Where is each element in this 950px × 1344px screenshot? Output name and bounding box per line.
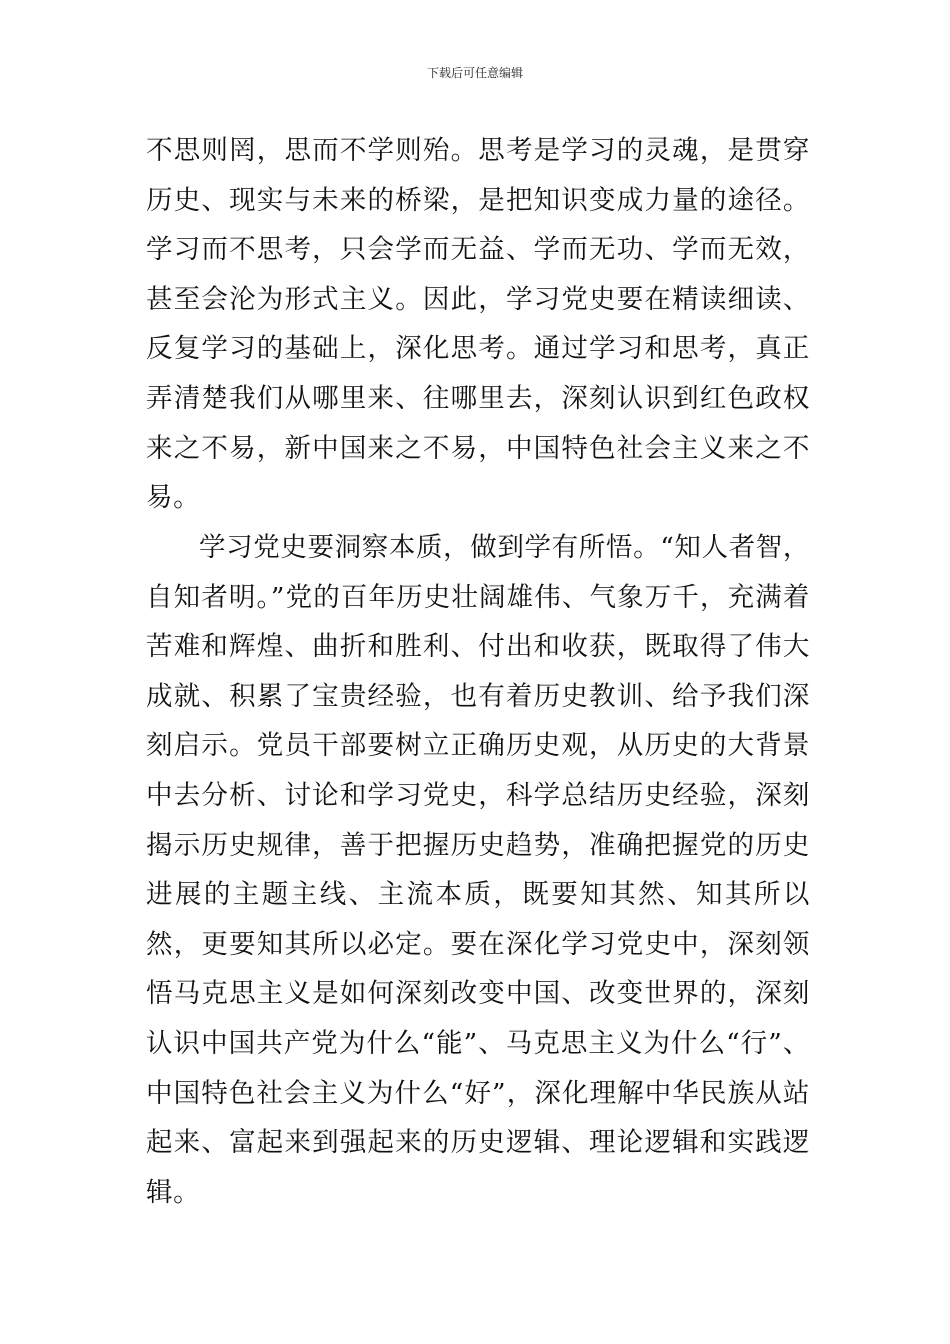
paragraph-1: 不思则罔，思而不学则殆。思考是学习的灵魂，是贯穿历史、现实与未来的桥梁，是把知识变成力量的途径。学习而不思考，只会学而无益、学而无功、学而无效，甚至会沦为形式主义。因此，学习党史要在精读细读、反复学习的基础上，深化思考。通过学习和思考，真正弄清楚我们从哪里来、往哪里去，深刻认识到红色政权来之不易，新中国来之不易，中国特色社会主义来之不易。 bbox=[146, 135, 810, 514]
paragraph-2: 学习党史要洞察本质，做到学有所悟。“知人者智，自知者明。”党的百年历史壮阔雄伟、气象万千，充满着苦难和辉煌、曲折和胜利、付出和收获，既取得了伟大成就、积累了宝贵经验，也有着历史教训、给予我们深刻启示。党员干部要树立正确历史观，从历史的大背景中去分析、讨论和学习党史，科学总结历史经验，深刻揭示历史规律，善于把握历史趋势，准确把握党的历史进展的主题主线、主流本质，既要知其然、知其所以然，更要知其所以必定。要在深化学习党史中，深刻领悟马克思主义是如何深刻改变中国、改变世界的，深刻认识中国共产党为什么“能”、马克思主义为什么“行”、中国特色社会主义为什么“好”，深化理解中华民族从站起来、富起来到强起来的历史逻辑、理论逻辑和实践逻辑。 bbox=[146, 532, 810, 1208]
page-header: 下载后可任意编辑 bbox=[426, 66, 523, 80]
